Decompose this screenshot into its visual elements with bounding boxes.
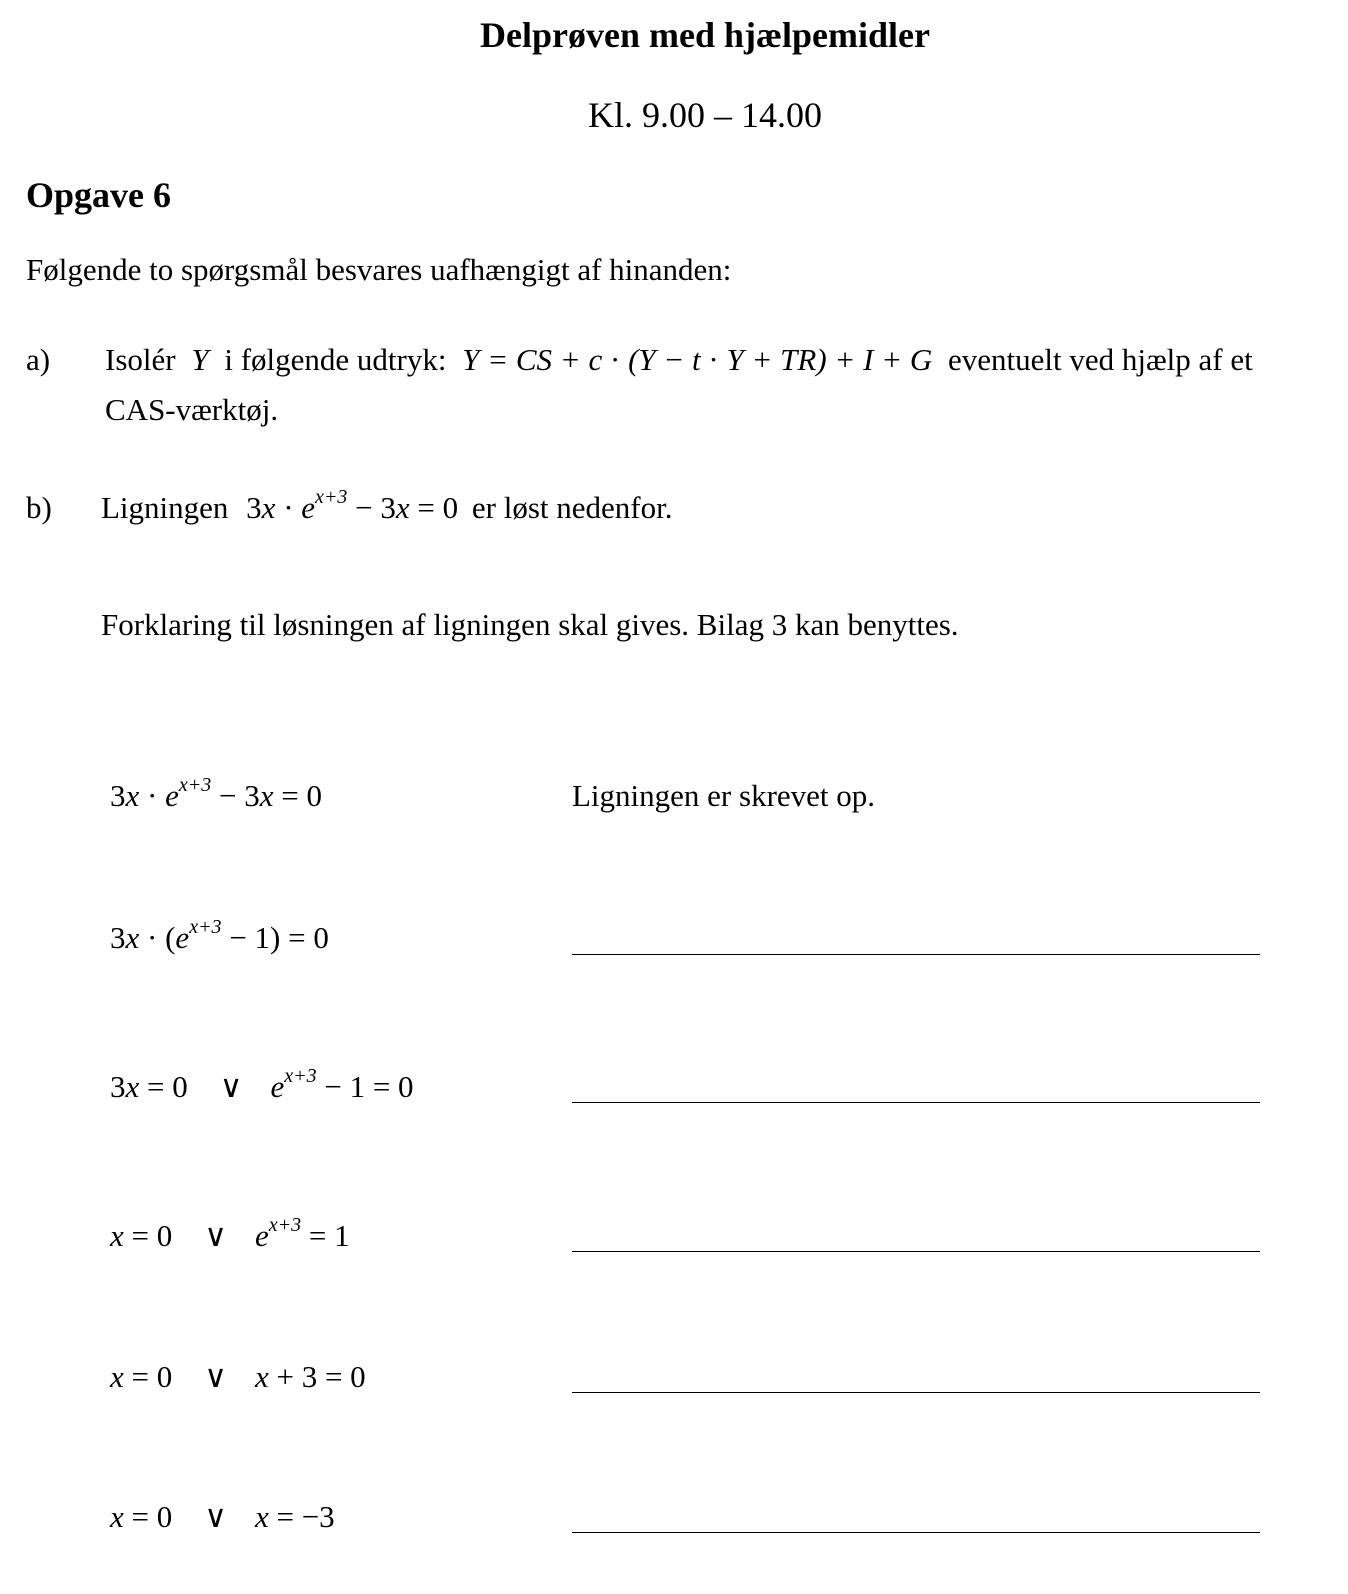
question-b-label: b): [26, 490, 52, 525]
step-equation-5: x = 0 ∨ x + 3 = 0: [110, 1359, 366, 1394]
step-equation-3: 3x = 0 ∨ $e^{x+3} - 1 = 0$: [110, 1065, 414, 1104]
question-a-line2: CAS-værktøj.: [105, 392, 279, 427]
question-a-label: a): [26, 342, 51, 377]
answer-line-4[interactable]: [572, 1251, 1260, 1252]
question-a-variable: Y: [191, 342, 209, 377]
task-heading: Opgave 6: [26, 175, 172, 215]
answer-line-3[interactable]: [572, 1102, 1260, 1103]
question-a-text: [105, 342, 1253, 378]
question-a-middle: i følgende udtryk:: [224, 342, 447, 377]
question-b-instruction: Forklaring til løsningen af ligningen skal gives. Bilag 3 kan benyttes.: [101, 607, 959, 642]
exam-time: Kl. 9.00 – 14.00: [588, 95, 822, 135]
question-b-intro: Ligningen: [101, 490, 229, 525]
question-a-intro: Isolér: [105, 342, 176, 377]
step-equation-4: x = 0 ∨ $e^{x+3} = 1$: [110, 1214, 350, 1253]
step-equation-1: $3x \cdot e^{x+3} - 3x = 0$: [110, 774, 322, 813]
step-equation-6: x = 0 ∨ x = −3: [110, 1499, 335, 1534]
task-intro: Følgende to spørgsmål besvares uafhængigt af hinanden:: [26, 252, 732, 287]
question-b-text: [101, 486, 673, 526]
answer-line-5[interactable]: [572, 1392, 1260, 1393]
question-a-trailing: eventuelt ved hjælp af et: [947, 342, 1253, 377]
answer-line-6[interactable]: [572, 1532, 1260, 1533]
question-b-equation: $3x \cdot e^{x+3} - 3x = 0$: [246, 486, 459, 525]
step-equation-2: $3x \cdot (e^{x+3} - 1) = 0$: [110, 916, 329, 955]
step-explanation-1: Ligningen er skrevet op.: [572, 778, 876, 813]
page-title: Delprøven med hjælpemidler: [480, 15, 930, 55]
question-a-expression: Y = CS + c · (Y − t · Y + TR) + I + G: [462, 342, 933, 377]
question-b-trailing: er løst nedenfor.: [471, 490, 673, 525]
answer-line-2[interactable]: [572, 954, 1260, 955]
